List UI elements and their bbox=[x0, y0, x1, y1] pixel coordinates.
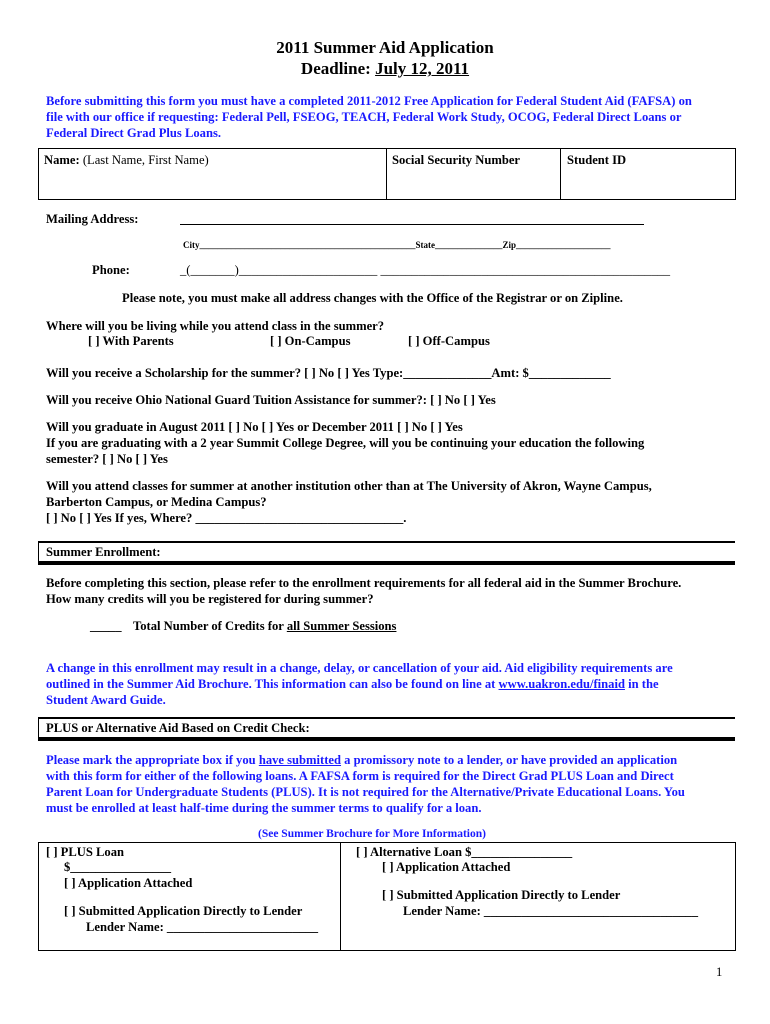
phone-input[interactable]: _(_______)______________________ ______________________________________________ bbox=[180, 263, 671, 277]
deadline: Deadline: July 12, 2011 bbox=[300, 59, 470, 78]
form-title: 2011 Summer Aid Application bbox=[276, 38, 494, 57]
mailing-address-input[interactable] bbox=[180, 224, 644, 225]
ssn-field[interactable]: Social Security Number bbox=[392, 153, 521, 167]
on-campus-checkbox[interactable]: [ ] On-Campus bbox=[270, 334, 351, 348]
enrollment-warning-2: outlined in the Summer Aid Brochure. This information can also be found on line at www.uakron.edu/finaid in the bbox=[46, 677, 659, 691]
alt-lender-name[interactable]: Lender Name: __________________________________ bbox=[403, 904, 699, 918]
enrollment-text-2: How many credits will you be registered for during summer? bbox=[46, 592, 374, 606]
finaid-link[interactable]: www.uakron.edu/finaid bbox=[498, 677, 625, 691]
alternative-loan-checkbox[interactable]: [ ] Alternative Loan $________________ bbox=[356, 845, 573, 859]
plus-text-4: must be enrolled at least half-time during the summer terms to qualify for a loan. bbox=[46, 801, 482, 815]
plus-text-3: Parent Loan for Undergraduate Students (PLUS). It is not required for the Alternative/Private Educational Loans. You bbox=[46, 785, 685, 799]
scholarship-question[interactable]: Will you receive a Scholarship for the summer? [ ] No [ ] Yes Type:______________Amt: $_____________ bbox=[46, 366, 611, 380]
off-campus-checkbox[interactable]: [ ] Off-Campus bbox=[408, 334, 490, 348]
page-number: 1 bbox=[716, 965, 723, 979]
enrollment-warning-3: Student Award Guide. bbox=[46, 693, 166, 707]
enrollment-warning-1: A change in this enrollment may result in a change, delay, or cancellation of your aid. Aid eligibility requirements are bbox=[46, 661, 673, 675]
enrollment-divider bbox=[38, 541, 735, 543]
phone-label: Phone: bbox=[92, 263, 130, 277]
living-question: Where will you be living while you attend class in the summer? bbox=[46, 319, 385, 333]
credits-input[interactable]: _____ bbox=[90, 619, 122, 633]
plus-loan-checkbox[interactable]: [ ] PLUS Loan bbox=[46, 845, 125, 859]
fafsa-notice: Before submitting this form you must have a completed 2011-2012 Free Application for Federal Student Aid (FAFSA) on file with our office if requesting: Federal Pell, FSEOG, TEACH, Federal Work Study, OCOG, Federal Direct Loans or Federal Direct Grad Plus Loans. bbox=[46, 94, 692, 140]
city-state-zip-field[interactable]: City________________________________________________State_______________Zip_____________________ bbox=[183, 240, 611, 250]
see-brochure-note: (See Summer Brochure for More Information) bbox=[258, 828, 486, 840]
plus-heading: PLUS or Alternative Aid Based on Credit Check: bbox=[46, 721, 310, 735]
alt-attached-checkbox[interactable]: [ ] Application Attached bbox=[382, 860, 511, 874]
summer-enrollment-heading: Summer Enrollment: bbox=[46, 545, 161, 559]
enrollment-text-1: Before completing this section, please refer to the enrollment requirements for all federal aid in the Summer Brochure. bbox=[46, 576, 682, 590]
credits-label: Total Number of Credits for all Summer Sessions bbox=[133, 619, 397, 633]
summit-degree-question: If you are graduating with a 2 year Summit College Degree, will you be continuing your education the following bbox=[46, 436, 645, 450]
mailing-address-label: Mailing Address: bbox=[46, 212, 139, 226]
deadline-date: July 12, 2011 bbox=[375, 59, 470, 78]
plus-attached-checkbox[interactable]: [ ] Application Attached bbox=[64, 876, 193, 890]
with-parents-checkbox[interactable]: [ ] With Parents bbox=[88, 334, 174, 348]
summit-degree-answer[interactable]: semester? [ ] No [ ] Yes bbox=[46, 452, 168, 466]
national-guard-question[interactable]: Will you receive Ohio National Guard Tuition Assistance for summer?: [ ] No [ ] Yes bbox=[46, 393, 496, 407]
student-id-field[interactable]: Student ID bbox=[567, 153, 627, 167]
plus-lender-name[interactable]: Lender Name: ________________________ bbox=[86, 920, 319, 934]
plus-loan-amount[interactable]: $________________ bbox=[64, 860, 172, 874]
other-institution-question: Will you attend classes for summer at another institution other than at The University of Akron, Wayne Campus, bbox=[46, 479, 652, 493]
plus-text-1: Please mark the appropriate box if you have submitted a promissory note to a lender, or have provided an application bbox=[46, 753, 678, 767]
other-institution-question-cont: Barberton Campus, or Medina Campus? bbox=[46, 495, 267, 509]
address-change-note: Please note, you must make all address changes with the Office of the Registrar or on Zipline. bbox=[122, 291, 623, 305]
plus-divider bbox=[38, 717, 735, 719]
other-institution-answer[interactable]: [ ] No [ ] Yes If yes, Where? _________________________________. bbox=[46, 511, 407, 525]
graduate-question[interactable]: Will you graduate in August 2011 [ ] No [ ] Yes or December 2011 [ ] No [ ] Yes bbox=[46, 420, 463, 434]
plus-submitted-checkbox[interactable]: [ ] Submitted Application Directly to Lender bbox=[64, 904, 303, 918]
name-field[interactable]: Name: (Last Name, First Name) bbox=[44, 153, 209, 167]
plus-text-2: with this form for either of the following loans. A FAFSA form is required for the Direct Grad PLUS Loan and Direct bbox=[46, 769, 674, 783]
alt-submitted-checkbox[interactable]: [ ] Submitted Application Directly to Lender bbox=[382, 888, 621, 902]
